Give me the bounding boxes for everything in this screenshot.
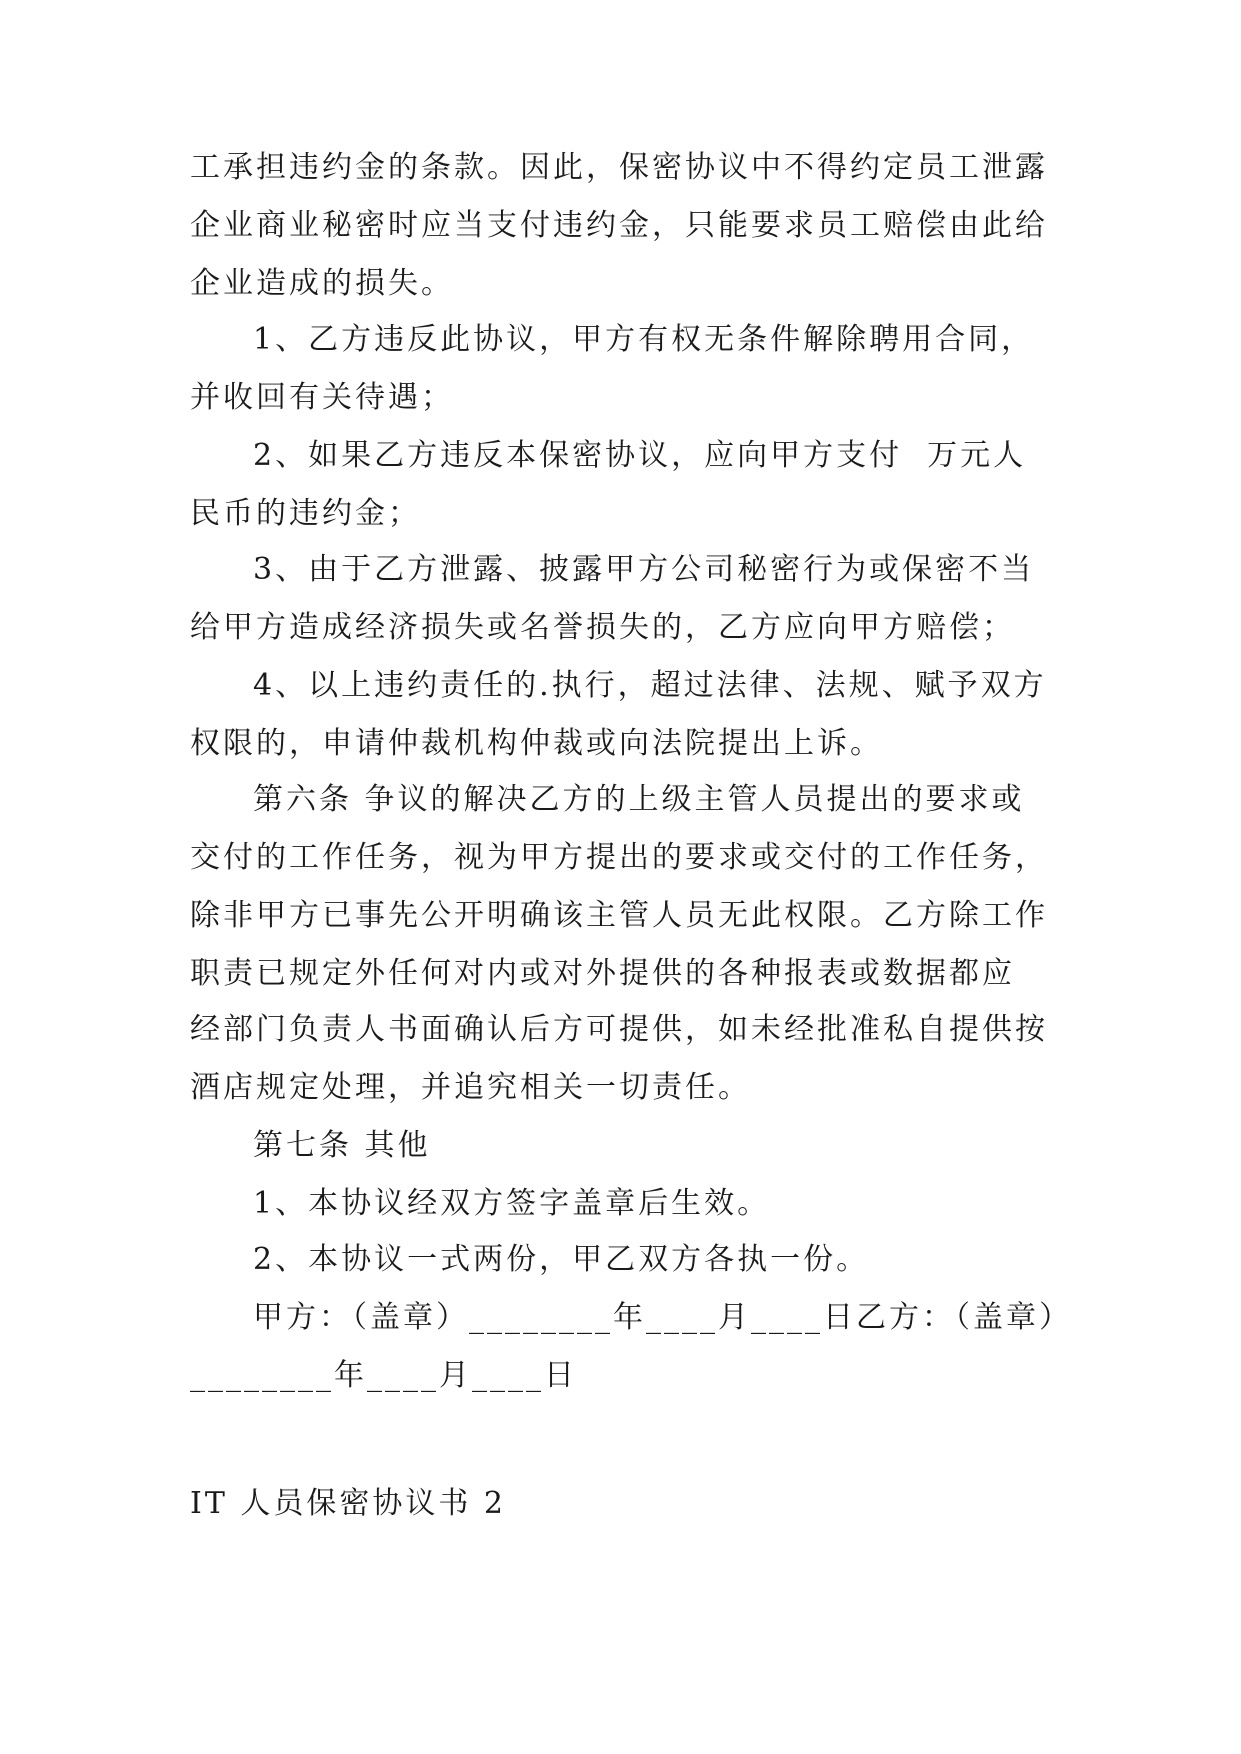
clause-item-1: 1、乙方违反此协议，甲方有权无条件解除聘用合同， (253, 322, 1035, 357)
clause-item-3: 3、由于乙方泄露、披露甲方公司秘密行为或保密不当 (253, 552, 1035, 587)
clause-item-3-cont: 给甲方造成经济损失或名誉损失的，乙方应向甲方赔偿； (190, 610, 1015, 645)
signature-line-2: ________年____月____日 (190, 1358, 577, 1393)
body-text-line-3: 企业造成的损失。 (190, 266, 454, 301)
article-six-line-5: 经部门负责人书面确认后方可提供，如未经批准私自提供按 (190, 1012, 1048, 1047)
article-six-line-4: 职责已规定外任何对内或对外提供的各种报表或数据都应 (190, 956, 1015, 991)
article-seven-item-1: 1、本协议经双方签字盖章后生效。 (253, 1186, 771, 1221)
clause-item-4-cont: 权限的，申请仲裁机构仲裁或向法院提出上诉。 (190, 726, 883, 761)
clause-item-2-cont: 民币的违约金； (190, 496, 421, 531)
section-title: IT 人员保密协议书 2 (190, 1486, 507, 1521)
clause-item-4: 4、以上违约责任的.执行，超过法律、法规、赋予双方 (253, 668, 1047, 703)
clause-item-1-cont: 并收回有关待遇； (190, 380, 454, 415)
article-six-line-1: 第六条 争议的解决乙方的上级主管人员提出的要求或 (253, 782, 1025, 817)
article-six-line-2: 交付的工作任务，视为甲方提出的要求或交付的工作任务， (190, 840, 1048, 875)
article-six-line-6: 酒店规定处理，并追究相关一切责任。 (190, 1070, 751, 1105)
body-text-line-2: 企业商业秘密时应当支付违约金，只能要求员工赔偿由此给 (190, 208, 1048, 243)
article-seven-heading: 第七条 其他 (253, 1128, 431, 1163)
article-seven-item-2: 2、本协议一式两份，甲乙双方各执一份。 (253, 1242, 870, 1277)
clause-item-2: 2、如果乙方违反本保密协议，应向甲方支付 万元人 (253, 438, 1027, 473)
article-six-line-3: 除非甲方已事先公开明确该主管人员无此权限。乙方除工作 (190, 898, 1048, 933)
body-text-line-1: 工承担违约金的条款。因此，保密协议中不得约定员工泄露 (190, 150, 1048, 185)
signature-line-1: 甲方：（盖章）________年____月____日乙方：（盖章） (253, 1300, 1072, 1335)
